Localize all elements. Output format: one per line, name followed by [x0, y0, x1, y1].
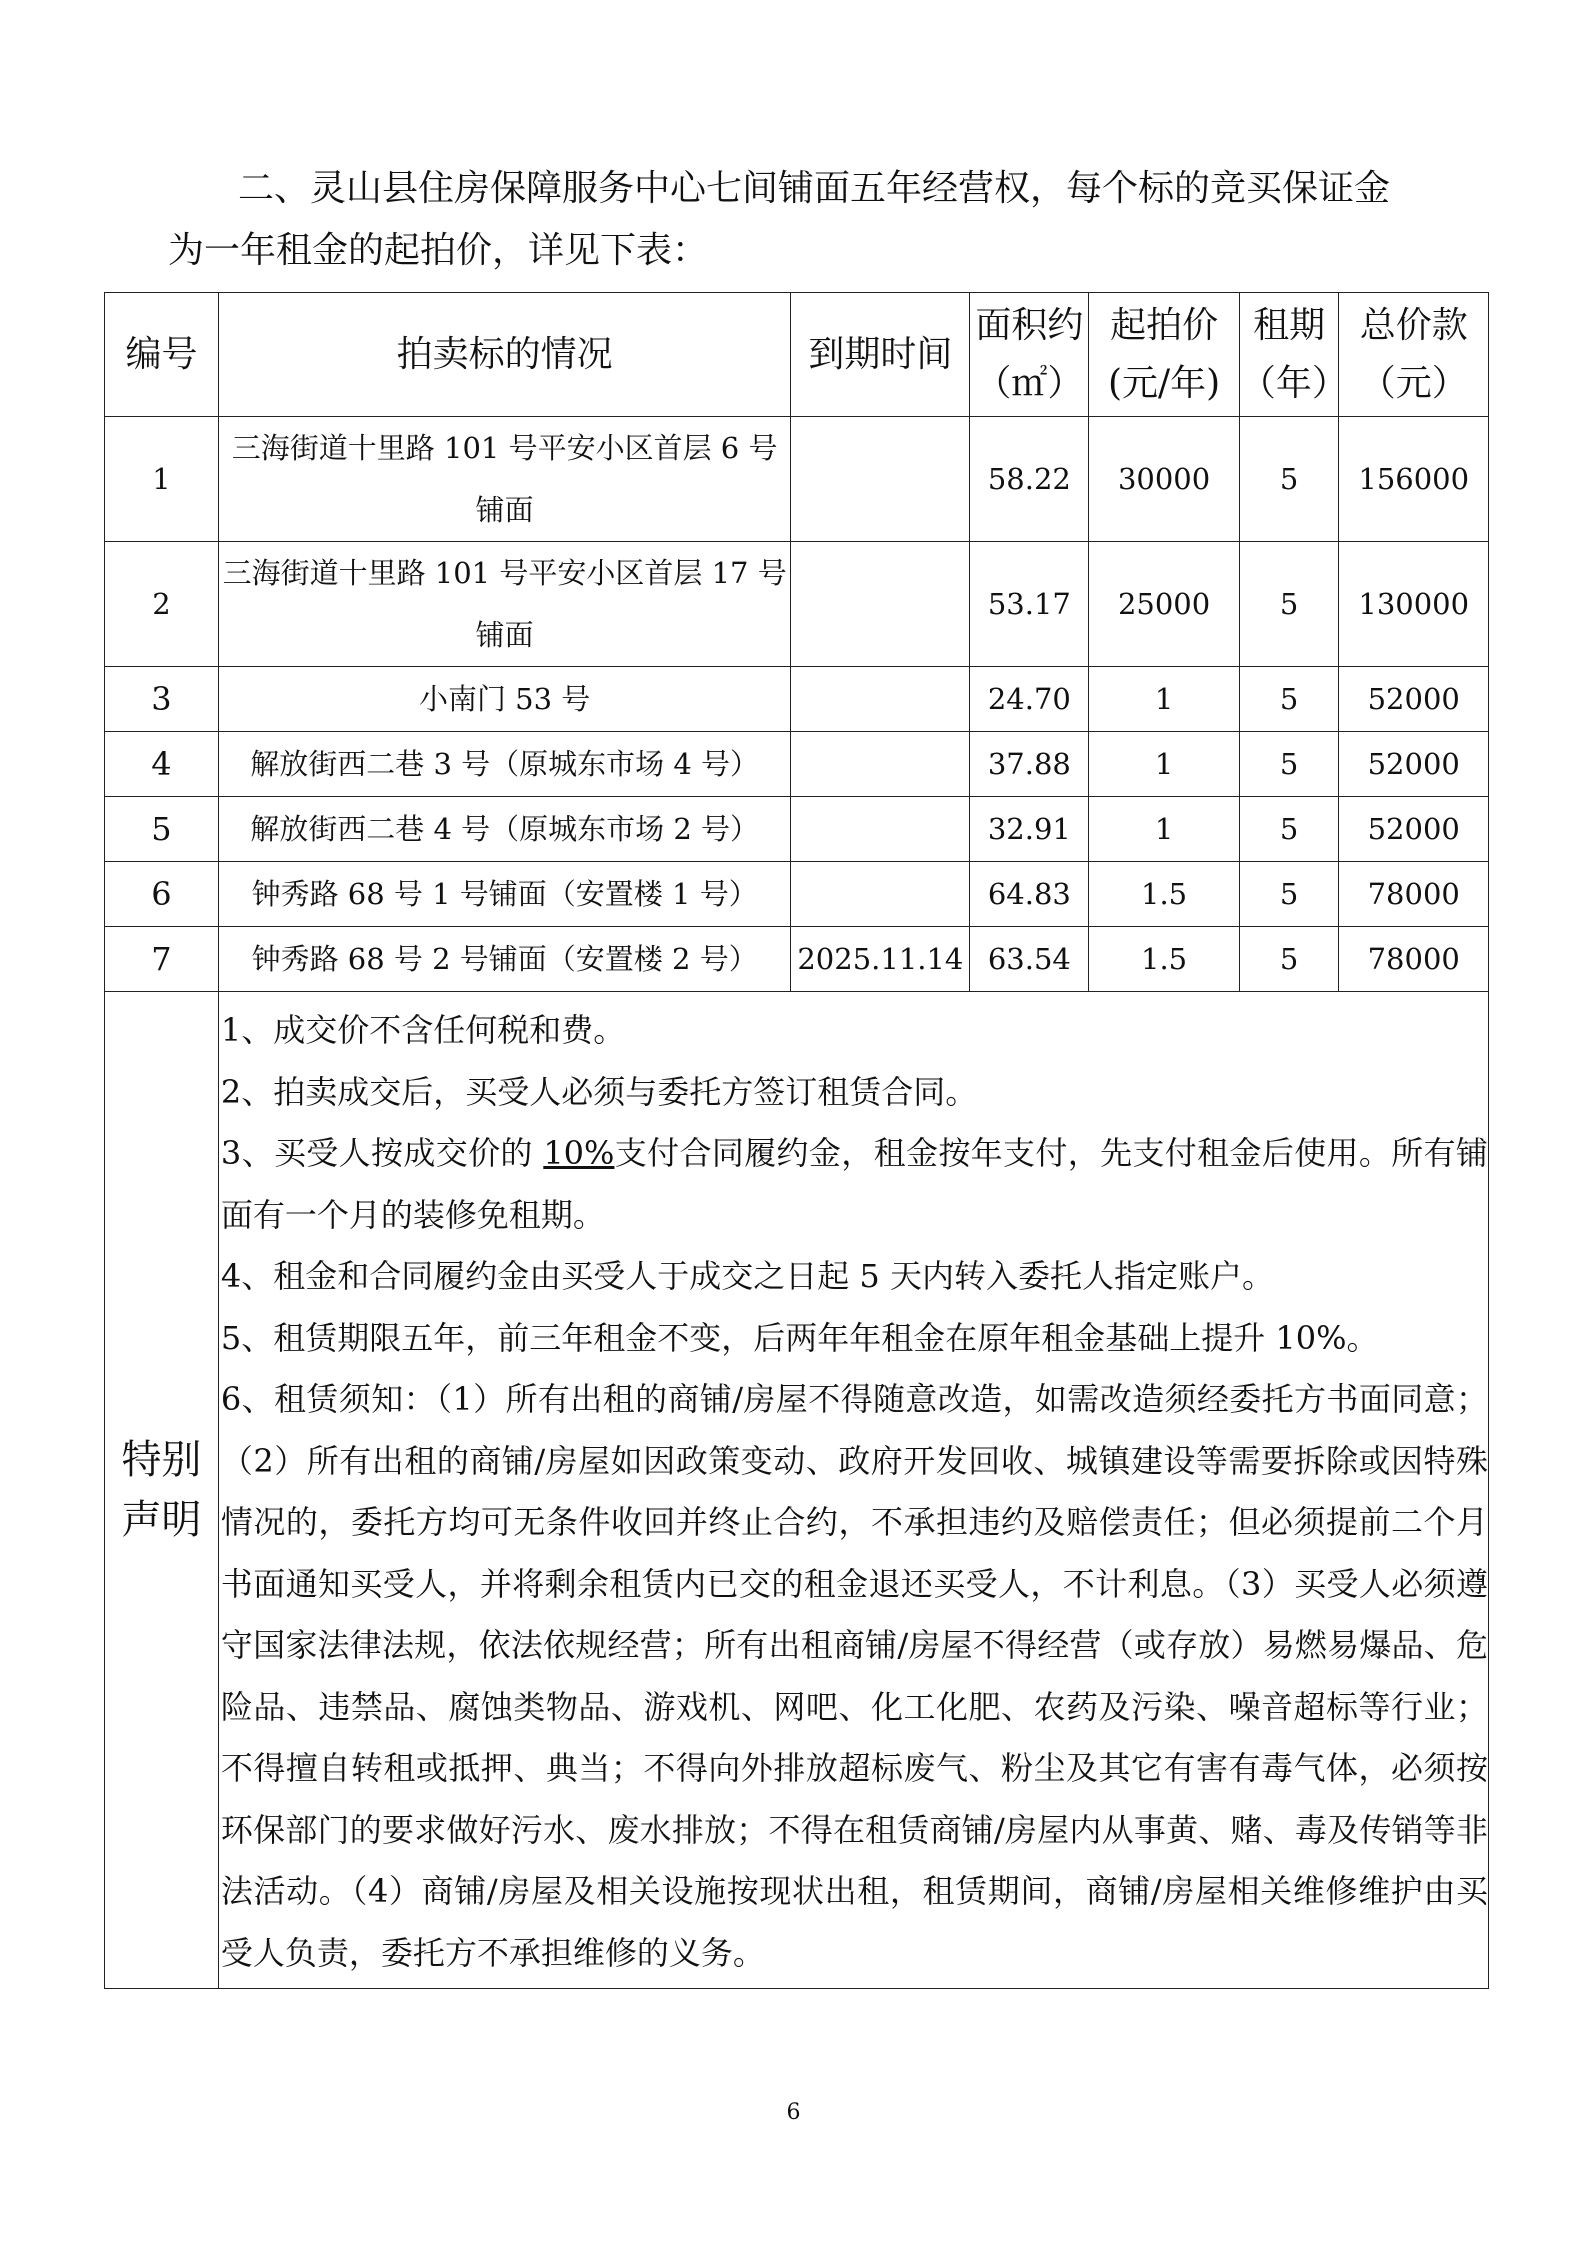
- cell-total: 78000: [1339, 927, 1489, 992]
- cell-term: 5: [1239, 927, 1339, 992]
- cell-term: 5: [1239, 417, 1339, 542]
- cell-term: 5: [1239, 862, 1339, 927]
- cell-desc: 三海街道十里路 101 号平安小区首层 17 号铺面: [218, 542, 791, 667]
- header-price-l2: (元/年): [1107, 362, 1221, 404]
- note-3-pre: 3、买受人按成交价的: [220, 1134, 544, 1172]
- cell-area: 63.54: [970, 927, 1089, 992]
- cell-area: 53.17: [970, 542, 1089, 667]
- table-header-row: [105, 293, 1489, 417]
- cell-expiry: [791, 667, 970, 732]
- note-4: 4、租金和合同履约金由买受人于成交之日起 5 天内转入委托人指定账户。: [220, 1257, 1274, 1295]
- cell-price: 1: [1089, 667, 1240, 732]
- cell-desc: 钟秀路 68 号 2 号铺面（安置楼 2 号）: [218, 927, 791, 992]
- special-label-l2: 声明: [121, 1497, 202, 1543]
- cell-total: 156000: [1339, 417, 1489, 542]
- cell-price: 1.5: [1089, 927, 1240, 992]
- header-total-l2: （元）: [1359, 362, 1468, 404]
- cell-no: 1: [105, 417, 219, 542]
- note-3: [221, 1123, 1488, 1246]
- table-row: [105, 797, 1489, 862]
- cell-desc: 三海街道十里路 101 号平安小区首层 6 号铺面: [218, 417, 791, 542]
- cell-price: 30000: [1089, 417, 1240, 542]
- cell-desc: 解放街西二巷 3 号（原城东市场 4 号）: [218, 732, 791, 797]
- header-term-l2: （年）: [1239, 362, 1348, 404]
- table-row: [105, 732, 1489, 797]
- cell-area: 64.83: [970, 862, 1089, 927]
- cell-price: 1: [1089, 797, 1240, 862]
- cell-area: 58.22: [970, 417, 1089, 542]
- note-6: 6、租赁须知：（1）所有出租的商铺/房屋不得随意改造，如需改造须经委托方书面同意；（2）所有出租的商铺/房屋如因政策变动、政府开发回收、城镇建设等需要拆除或因特殊情况的，委托方均可无条件收回并终止合约，不承担违约及赔偿责任；但必须提前二个月书面通知买受人，并将剩余租赁内已交的租金退还买受人，不计利息。（3）买受人必须遵守国家法律法规，依法依规经营；所有出租商铺/房屋不得经营（或存放）易燃易爆品、危险品、违禁品、腐蚀类物品、游戏机、网吧、化工化肥、农药及污染、噪音超标等行业；不得擅自转租或抵押、典当；不得向外排放超标废气、粉尘及其它有害有毒气体，必须按环保部门的要求做好污水、废水排放；不得在租赁商铺/房屋内从事黄、赌、毒及传销等非法活动。（4）商铺/房屋及相关设施按现状出租，租赁期间，商铺/房屋相关维修维护由买受人负责，委托方不承担维修的义务。: [220, 1380, 1488, 1972]
- cell-no: 3: [105, 667, 219, 732]
- note-3-rate: 10%: [543, 1134, 615, 1172]
- table-row: [105, 542, 1489, 667]
- cell-no: 4: [105, 732, 219, 797]
- cell-expiry: [791, 417, 970, 542]
- header-price: [1089, 293, 1240, 417]
- cell-total: 130000: [1339, 542, 1489, 667]
- cell-term: 5: [1239, 797, 1339, 862]
- cell-desc: 解放街西二巷 4 号（原城东市场 2 号）: [218, 797, 791, 862]
- header-total-l1: 总价款: [1359, 304, 1468, 346]
- table-row: [105, 667, 1489, 732]
- header-no: 编号: [105, 293, 219, 417]
- special-statement-label: [105, 992, 219, 1989]
- cell-desc: 钟秀路 68 号 1 号铺面（安置楼 1 号）: [218, 862, 791, 927]
- table-row: [105, 927, 1489, 992]
- cell-total: 52000: [1339, 797, 1489, 862]
- cell-term: 5: [1239, 732, 1339, 797]
- header-expiry: 到期时间: [791, 293, 970, 417]
- cell-expiry: [791, 797, 970, 862]
- cell-no: 5: [105, 797, 219, 862]
- special-statement-row: [105, 992, 1489, 1989]
- special-label-l1: 特别: [121, 1437, 202, 1483]
- cell-expiry: [791, 732, 970, 797]
- note-1: 1、成交价不含任何税和费。: [220, 1011, 626, 1049]
- cell-price: 1: [1089, 732, 1240, 797]
- special-statement-notes: [218, 992, 1488, 1989]
- header-desc: 拍卖标的情况: [218, 293, 791, 417]
- cell-price: 1.5: [1089, 862, 1240, 927]
- cell-term: 5: [1239, 542, 1339, 667]
- auction-table: [104, 292, 1489, 1989]
- page-number: 6: [786, 2100, 801, 2125]
- cell-no: 2: [105, 542, 219, 667]
- note-2: 2、拍卖成交后，买受人必须与委托方签订租赁合同。: [220, 1072, 978, 1111]
- header-term-l1: 租期: [1253, 304, 1326, 346]
- cell-total: 52000: [1339, 667, 1489, 732]
- cell-expiry: 2025.11.14: [791, 927, 970, 992]
- table-row: [105, 417, 1489, 542]
- cell-total: 78000: [1339, 862, 1489, 927]
- cell-price: 25000: [1089, 542, 1240, 667]
- note-3-post: 支付合同履约金，租金按年支付，先支付租金后使用。所有铺面有一个月的装修免租期。: [220, 1134, 1488, 1234]
- cell-expiry: [791, 862, 970, 927]
- cell-expiry: [791, 542, 970, 667]
- cell-desc: 小南门 53 号: [218, 667, 791, 732]
- cell-area: 32.91: [970, 797, 1089, 862]
- header-price-l1: 起拍价: [1110, 304, 1219, 346]
- cell-no: 6: [105, 862, 219, 927]
- header-term: [1239, 293, 1348, 417]
- table-row: [105, 862, 1489, 927]
- header-area: [970, 293, 1089, 417]
- header-area-l2: （㎡）: [975, 362, 1084, 404]
- cell-area: 37.88: [970, 732, 1089, 797]
- intro-line-1: 二、灵山县住房保障服务中心七间铺面五年经营权，每个标的竞买保证金: [238, 168, 1391, 209]
- intro-paragraph: [168, 158, 1468, 282]
- cell-no: 7: [105, 927, 219, 992]
- cell-total: 52000: [1339, 732, 1489, 797]
- header-area-l1: 面积约: [975, 304, 1084, 346]
- intro-line-2: 为一年租金的起拍价，详见下表：: [168, 230, 709, 271]
- note-5: 5、租赁期限五年，前三年租金不变，后两年年租金在原年租金基础上提升 10%。: [220, 1318, 1379, 1357]
- cell-area: 24.70: [970, 667, 1089, 732]
- cell-term: 5: [1239, 667, 1339, 732]
- header-total: [1339, 293, 1489, 417]
